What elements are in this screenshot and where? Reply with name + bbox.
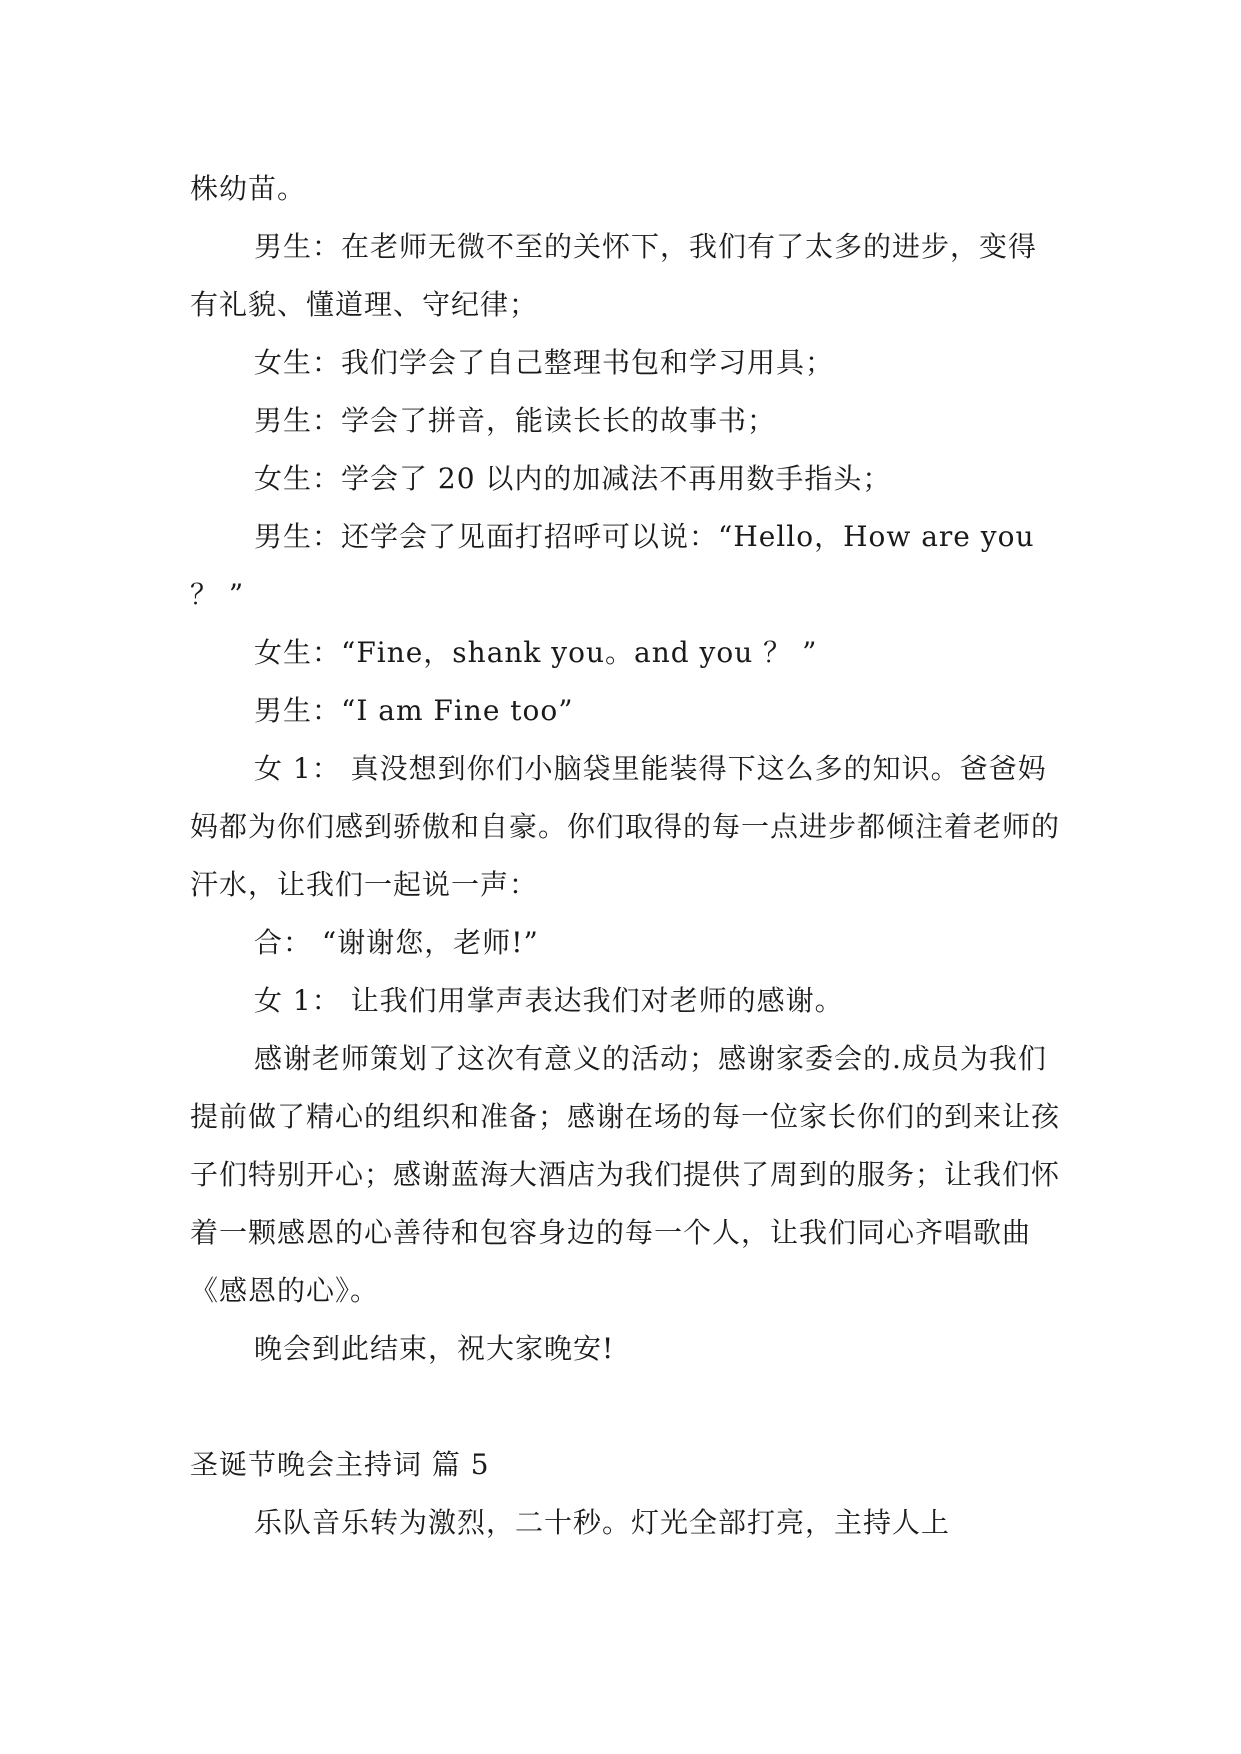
paragraph-girl-line-3: 女生：“Fine，shank you。and you ？ ” — [254, 636, 818, 669]
paragraph-female-host-2: 女 1： 让我们用掌声表达我们对老师的感谢。 — [254, 984, 844, 1017]
paragraph-thanks: 感谢老师策划了这次有意义的活动；感谢家委会的.成员为我们提前做了精心的组织和准备；感谢在场的每一位家长你们的到来让孩子们特别开心；感谢蓝海大酒店为我们提供了周到的服务；让我们怀着一颗感恩的心善待和包容身边的每一个人，让我们同心齐唱歌曲《感恩的心》。 — [190, 1042, 1061, 1307]
paragraph-continuation: 株幼苗。 — [190, 172, 307, 205]
paragraph-boy-line-3: 男生：还学会了见面打招呼可以说：“Hello，How are you ？ ” — [190, 520, 1035, 611]
paragraph-boy-line-1: 男生：在老师无微不至的关怀下，我们有了太多的进步，变得有礼貌、懂道理、守纪律； — [190, 230, 1038, 321]
paragraph-female-host-1: 女 1： 真没想到你们小脑袋里能装得下这么多的知识。爸爸妈妈都为你们感到骄傲和自豪。你们取得的每一点进步都倾注着老师的汗水，让我们一起说一声： — [190, 752, 1061, 901]
paragraph-boy-line-2: 男生：学会了拼音，能读长长的故事书； — [254, 404, 777, 437]
paragraph-chorus: 合： “谢谢您，老师!” — [254, 926, 539, 959]
section-title: 圣诞节晚会主持词 篇 5 — [190, 1448, 490, 1481]
paragraph-closing: 晚会到此结束，祝大家晚安! — [254, 1332, 615, 1365]
paragraph-girl-line-1: 女生：我们学会了自己整理书包和学习用具； — [254, 346, 835, 379]
document-body — [190, 160, 1065, 1552]
paragraph-section-5-start: 乐队音乐转为激烈，二十秒。灯光全部打亮，主持人上 — [254, 1506, 951, 1539]
paragraph-girl-line-2: 女生：学会了 20 以内的加减法不再用数手指头； — [254, 462, 892, 495]
paragraph-boy-line-4: 男生：“I am Fine too” — [254, 694, 574, 727]
